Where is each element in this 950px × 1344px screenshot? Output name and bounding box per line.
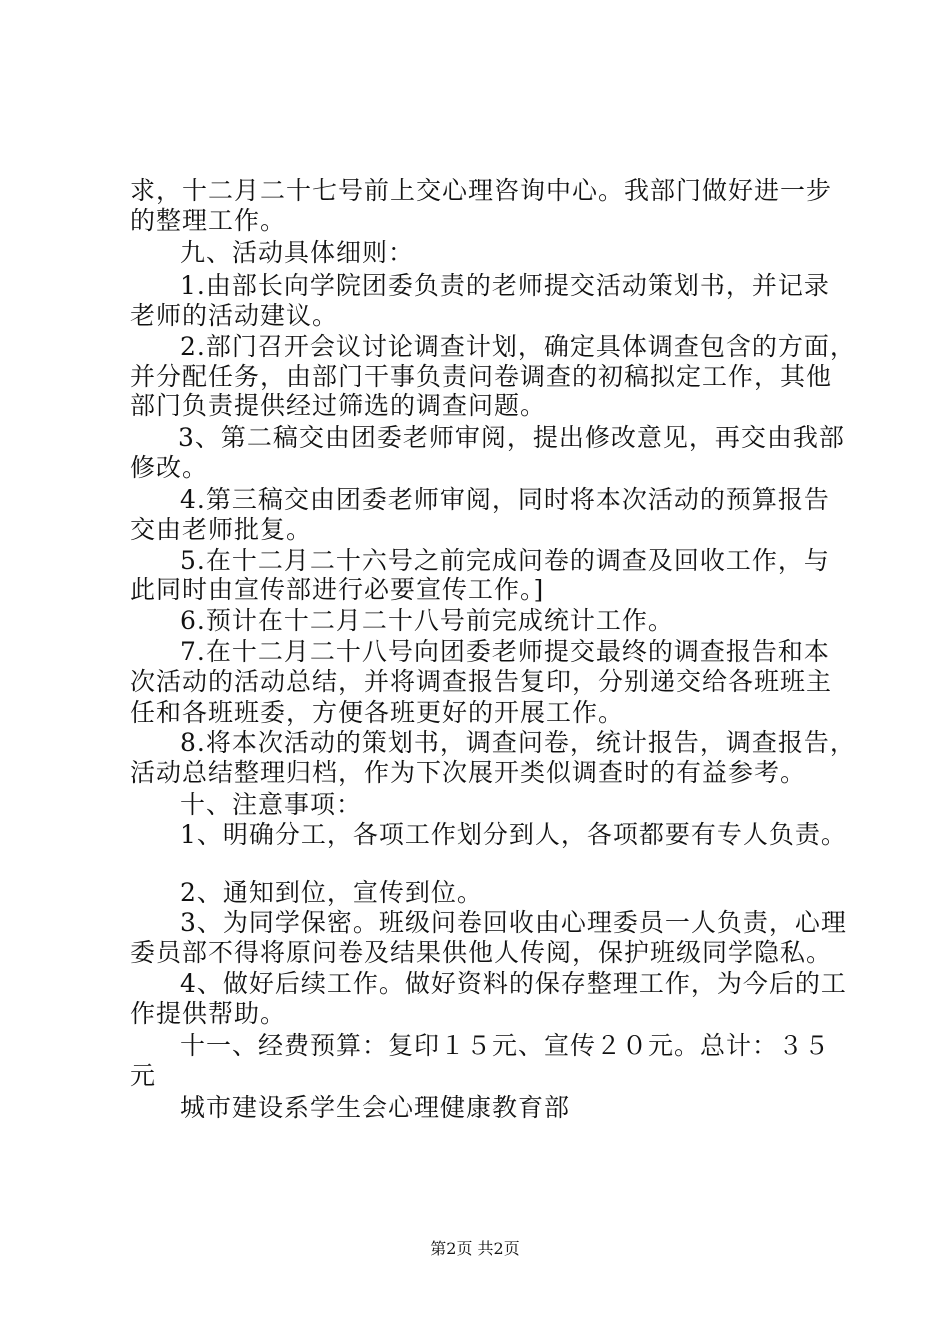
text-line: 次活动的活动总结，并将调查报告复印，分别递交给各班班主 [130, 667, 833, 696]
text-line: 3、为同学保密。班级问卷回收由心理委员一人负责，心理 [180, 908, 847, 937]
section-heading: 九、活动具体细则： [180, 238, 415, 267]
text-line: 部门负责提供经过筛选的调查问题。 [130, 391, 547, 420]
text-line: 4.第三稿交由团委老师审阅，同时将本次活动的预算报告 [180, 485, 830, 514]
text-line: 此同时由宣传部进行必要宣传工作。] [130, 575, 545, 604]
text-line: 求，十二月二十七号前上交心理咨询中心。我部门做好进一步 [130, 176, 833, 205]
text-line: 6.预计在十二月二十八号前完成统计工作。 [180, 606, 674, 635]
text-line: 交由老师批复。 [130, 515, 313, 544]
text-line: 2、通知到位，宣传到位。 [180, 878, 483, 907]
text-line: 老师的活动建议。 [130, 301, 339, 330]
text-line: 7.在十二月二十八号向团委老师提交最终的调查报告和本 [180, 637, 830, 666]
signature-line: 城市建设系学生会心理健康教育部 [180, 1093, 571, 1122]
text-line: 并分配任务，由部门干事负责问卷调查的初稿拟定工作，其他 [130, 362, 833, 391]
text-line: 活动总结整理归档，作为下次展开类似调查时的有益参考。 [130, 758, 807, 787]
text-line: 8.将本次活动的策划书，调查问卷，统计报告，调查报告， [180, 728, 856, 757]
text-line: 5.在十二月二十六号之前完成问卷的调查及回收工作，与 [180, 546, 830, 575]
text-line: 3、第二稿交由团委老师审阅，提出修改意见，再交由我部 [178, 423, 845, 452]
section-heading: 十一、经费预算：复印１５元、宣传２０元。总计：３５ [180, 1031, 831, 1060]
page-number: 第2页 共2页 [430, 1239, 520, 1258]
section-heading: 十、注意事项： [180, 790, 363, 819]
text-line: 1.由部长向学院团委负责的老师提交活动策划书，并记录 [180, 271, 830, 300]
text-line: 1、明确分工，各项工作划分到人，各项都要有专人负责。 [180, 820, 847, 849]
text-line: 4、做好后续工作。做好资料的保存整理工作，为今后的工 [180, 969, 847, 998]
text-line: 2.部门召开会议讨论调查计划，确定具体调查包含的方面， [180, 332, 856, 361]
text-line: 元 [130, 1061, 157, 1090]
text-line: 委员部不得将原问卷及结果供他人传阅，保护班级同学隐私。 [130, 938, 833, 967]
text-line: 修改。 [130, 453, 209, 482]
text-line: 作提供帮助。 [130, 999, 287, 1028]
text-line: 任和各班班委，方便各班更好的开展工作。 [130, 698, 625, 727]
text-line: 的整理工作。 [130, 206, 287, 235]
